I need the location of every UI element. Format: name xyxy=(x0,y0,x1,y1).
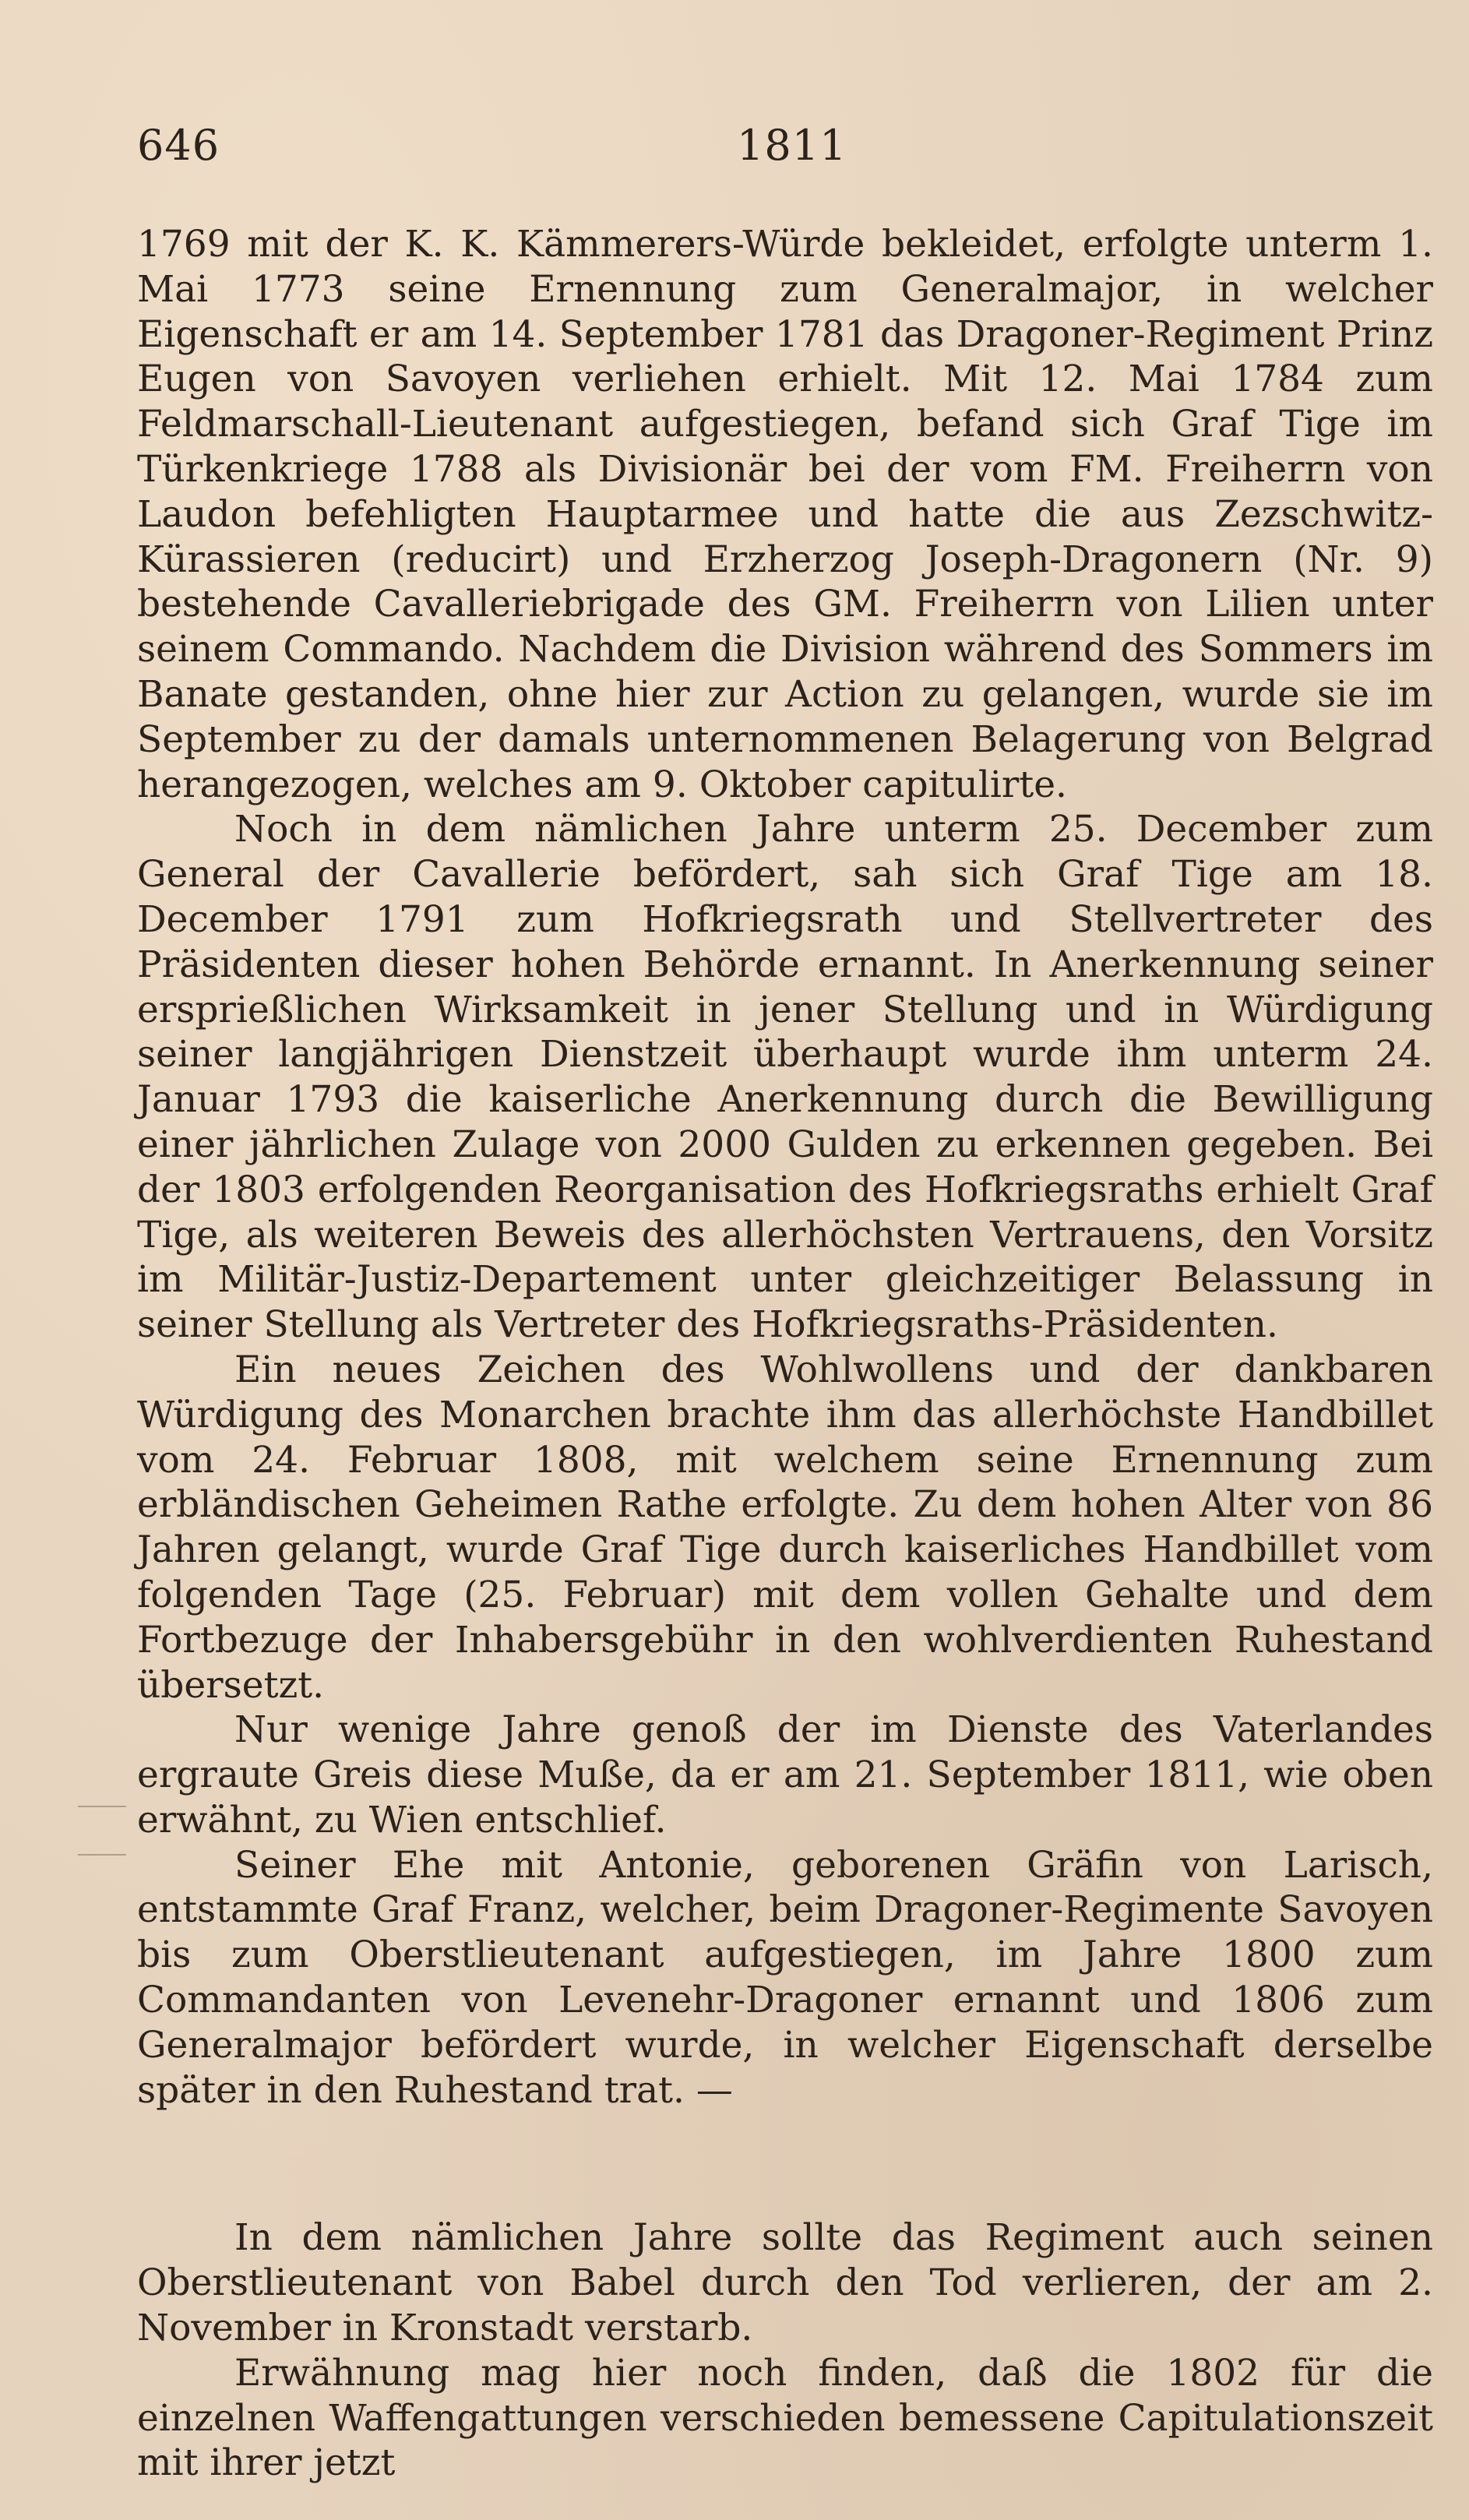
paragraph: In dem nämlichen Jahre sollte das Regiment auch seinen Oberstlieutenant von Babel durch den Tod verlieren, der am 2. November in Kronstadt verstarb. xyxy=(137,2216,1433,2350)
paragraph: Ein neues Zeichen des Wohlwollens und der dankbaren Würdigung des Monarchen brachte ihm das allerhöchste Handbillet vom 24. Februar 1808, mit welchem seine Ernennung zum erbländischen Geheimen Rathe erfolgte. Zu dem hohen Alter von 86 Jahren gelangt, wurde Graf Tige durch kaiserliches Handbillet vom folgenden Tage (25. Februar) mit dem vollen Gehalte und dem Fortbezuge der Inhabersgebühr in den wohlverdienten Ruhestand übersetzt. xyxy=(137,1348,1433,1707)
paragraph: Erwähnung mag hier noch finden, daß die 1802 für die einzelnen Waffengattungen verschieden bemessene Capitulationszeit mit ihrer jetzt xyxy=(137,2351,1433,2485)
margin-pencil-mark xyxy=(78,1806,126,1807)
body-text xyxy=(137,222,1433,2486)
page-header xyxy=(137,121,1469,175)
paragraph: Noch in dem nämlichen Jahre unterm 25. December zum General der Cavallerie befördert, sah sich Graf Tige am 18. December 1791 zum Hofkriegsrath und Stellvertreter des Präsidenten dieser hohen Behörde ernannt. In Anerkennung seiner ersprießlichen Wirksamkeit in jener Stellung und in Würdigung seiner langjährigen Dienstzeit überhaupt wurde ihm unterm 24. Januar 1793 die kaiserliche Anerkennung durch die Bewilligung einer jährlichen Zulage von 2000 Gulden zu erkennen gegeben. Bei der 1803 erfolgenden Reorganisation des Hofkriegsraths erhielt Graf Tige, als weiteren Beweis des allerhöchsten Vertrauens, den Vorsitz im Militär-Justiz-Departement unter gleichzeitiger Belassung in seiner Stellung als Vertreter des Hofkriegsraths-Präsidenten. xyxy=(137,808,1433,1347)
paragraph-continued: 1769 mit der K. K. Kämmerers-Würde bekleidet, erfolgte unterm 1. Mai 1773 seine Ernennung zum Generalmajor, in welcher Eigenschaft er am 14. September 1781 das Dragoner-Regiment Prinz Eugen von Savoyen verliehen erhielt. Mit 12. Mai 1784 zum Feldmarschall-Lieutenant aufgestiegen, befand sich Graf Tige im Türkenkriege 1788 als Divisionär bei der vom FM. Freiherrn von Laudon befehligten Hauptarmee und hatte die aus Zezschwitz-Kürassieren (reducirt) und Erzherzog Joseph-Dragonern (Nr. 9) bestehende Cavalleriebrigade des GM. Freiherrn von Lilien unter seinem Commando. Nachdem die Division während des Sommers im Banate gestanden, ohne hier zur Action zu gelangen, wurde sie im September zu der damals unternommenen Belagerung von Belgrad herangezogen, welches am 9. Oktober capitulirte. xyxy=(137,223,1433,806)
paragraph: Seiner Ehe mit Antonie, geborenen Gräfin von Larisch, entstammte Graf Franz, welcher, beim Dragoner-Regimente Savoyen bis zum Oberstlieutenant aufgestiegen, im Jahre 1800 zum Commandanten von Levenehr-Dragoner ernannt und 1806 zum Generalmajor befördert wurde, in welcher Eigenschaft derselbe später in den Ruhestand trat. — xyxy=(137,1843,1433,2112)
page-number: 646 xyxy=(137,121,220,170)
running-head-year: 1811 xyxy=(737,121,847,170)
margin-pencil-mark xyxy=(78,1854,126,1856)
paragraph: Nur wenige Jahre genoß der im Dienste des Vaterlandes ergraute Greis diese Muße, da er am 21. September 1811, wie oben erwähnt, zu Wien entschlief. xyxy=(137,1708,1433,1842)
